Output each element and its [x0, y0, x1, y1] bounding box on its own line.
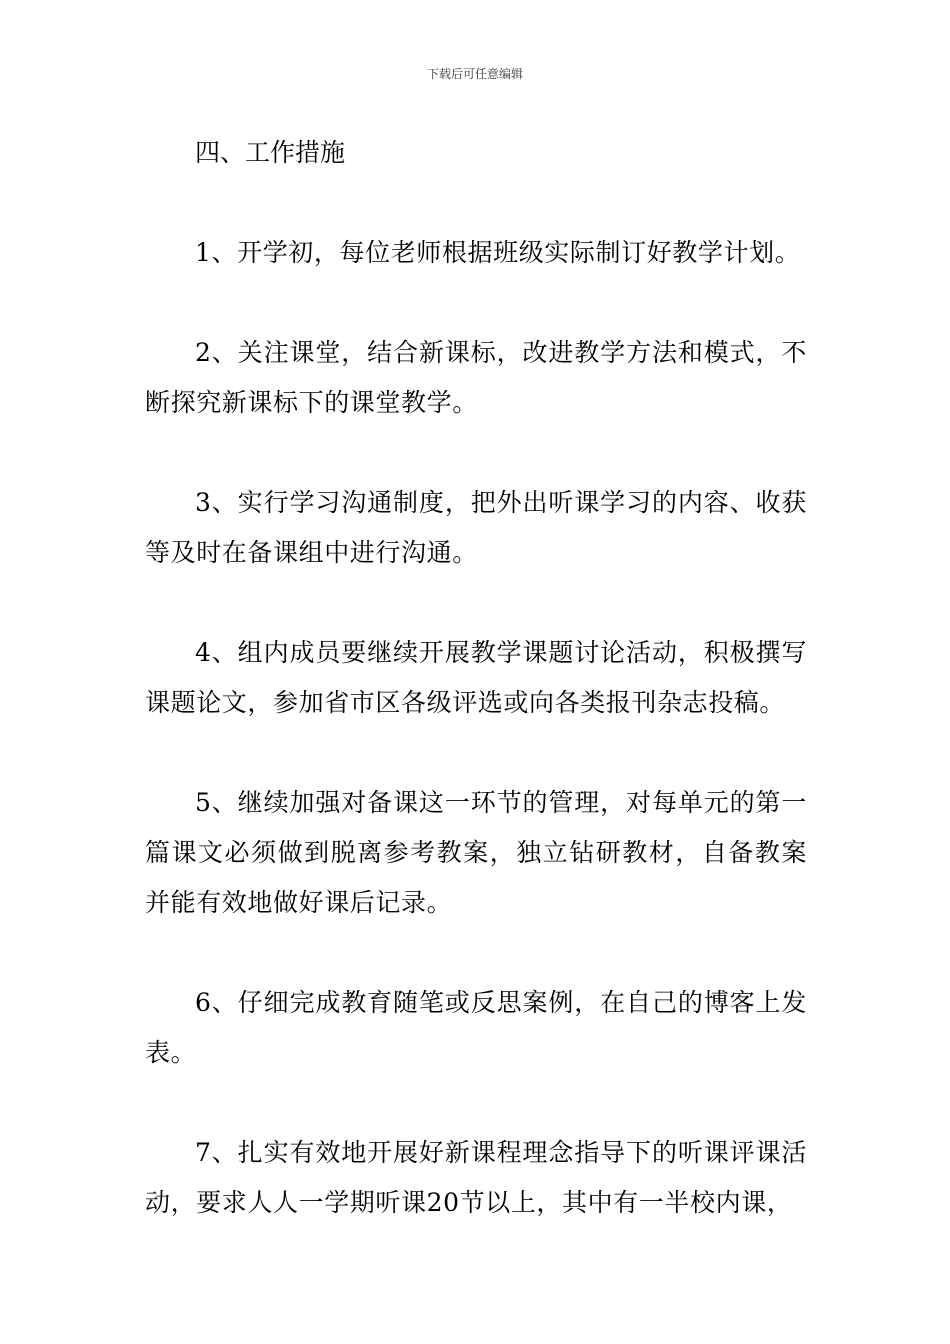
section-heading: 四、工作措施: [195, 138, 346, 167]
header-note: 下载后可任意编辑: [426, 67, 523, 81]
measure-item-1: 1、开学初，每位老师根据班级实际制订好教学计划。: [195, 238, 801, 267]
measure-item-7: 7、扎实有效地开展好新课程理念指导下的听课评课活动，要求人人一学期听课20节以上，其中有一半校内课，: [145, 1138, 807, 1217]
measure-item-3: 3、实行学习沟通制度，把外出听课学习的内容、收获等及时在备课组中进行沟通。: [145, 488, 807, 567]
measure-item-6: 6、仔细完成教育随笔或反思案例，在自己的博客上发表。: [145, 988, 807, 1067]
measure-item-4: 4、组内成员要继续开展教学课题讨论活动，积极撰写课题论文，参加省市区各级评选或向各类报刊杂志投稿。: [145, 638, 807, 717]
measure-item-5: 5、继续加强对备课这一环节的管理，对每单元的第一篇课文必须做到脱离参考教案，独立钻研教材，自备教案并能有效地做好课后记录。: [145, 788, 807, 917]
measure-item-2: 2、关注课堂，结合新课标，改进教学方法和模式，不断探究新课标下的课堂教学。: [145, 338, 807, 417]
document-body: [145, 128, 807, 1278]
